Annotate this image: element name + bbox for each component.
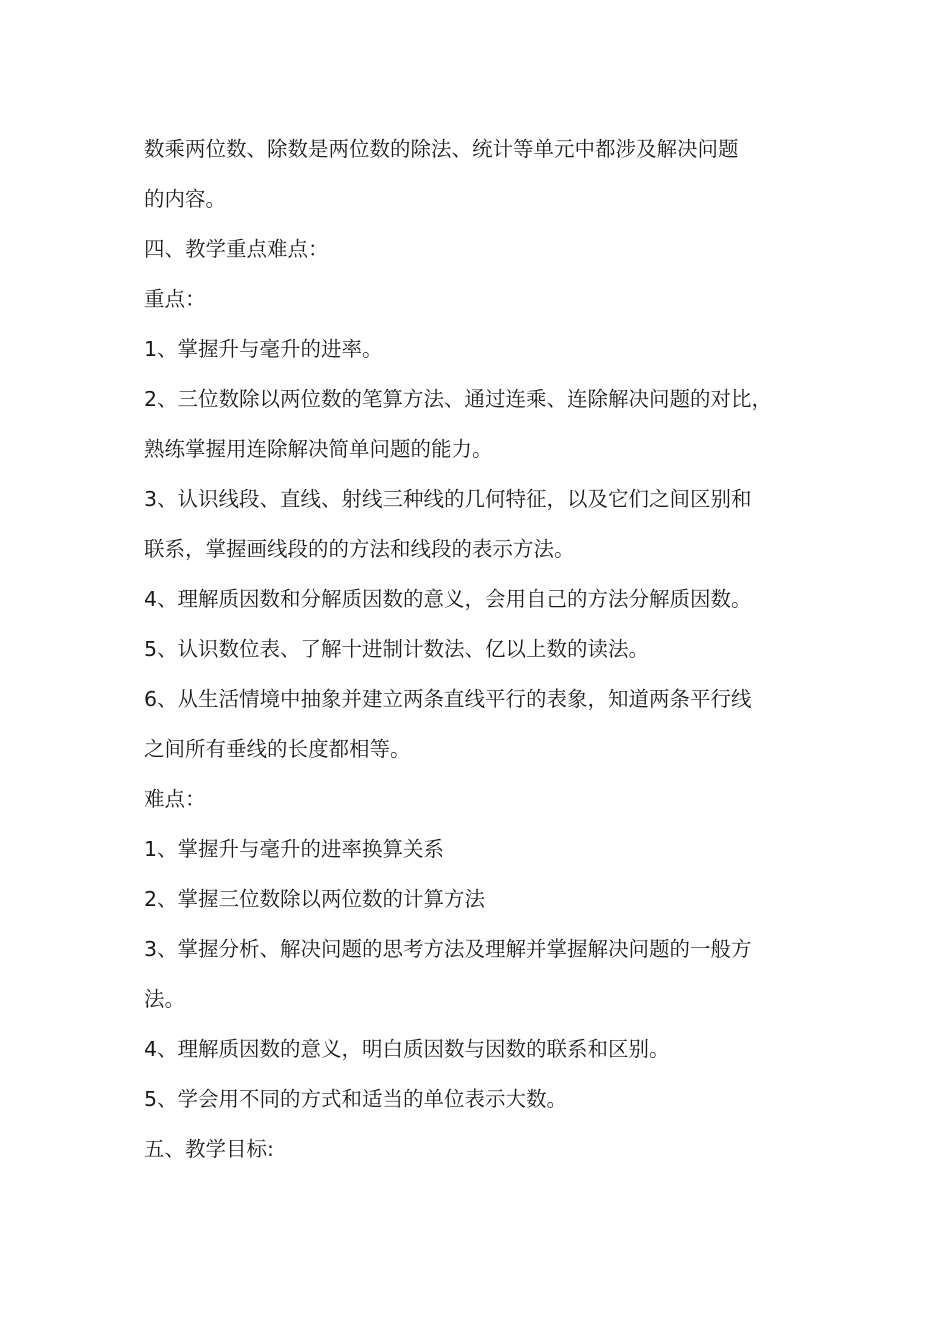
- section-heading: 四、教学重点难点：: [144, 237, 329, 261]
- text-line: 的内容。: [144, 187, 226, 211]
- list-item: 1、掌握升与毫升的进率换算关系: [144, 837, 445, 861]
- list-item: 2、掌握三位数除以两位数的计算方法: [144, 887, 486, 911]
- list-item-continuation: 熟练掌握用连除解决简单问题的能力。: [144, 437, 493, 461]
- list-item: 6、从生活情境中抽象并建立两条直线平行的表象，知道两条平行线: [144, 687, 752, 711]
- list-item: 3、掌握分析、解决问题的思考方法及理解并掌握解决问题的一般方: [144, 937, 752, 961]
- list-item: 3、认识线段、直线、射线三种线的几何特征，以及它们之间区别和: [144, 487, 752, 511]
- list-item: 2、三位数除以两位数的笔算方法、通过连乘、连除解决问题的对比，: [144, 387, 773, 411]
- list-item: 4、理解质因数和分解质因数的意义，会用自己的方法分解质因数。: [144, 587, 752, 611]
- list-item-continuation: 之间所有垂线的长度都相等。: [144, 737, 411, 761]
- list-item: 4、理解质因数的意义，明白质因数与因数的联系和区别。: [144, 1037, 670, 1061]
- subheading-difficult-points: 难点：: [144, 787, 206, 811]
- list-item: 5、学会用不同的方式和适当的单位表示大数。: [144, 1087, 568, 1111]
- list-item-continuation: 法。: [144, 987, 185, 1011]
- list-item: 1、掌握升与毫升的进率。: [144, 337, 383, 361]
- section-heading: 五、教学目标:: [144, 1137, 274, 1161]
- text-line: 数乘两位数、除数是两位数的除法、统计等单元中都涉及解决问题: [144, 137, 739, 161]
- list-item: 5、认识数位表、了解十进制计数法、亿以上数的读法。: [144, 637, 650, 661]
- list-item-continuation: 联系，掌握画线段的的方法和线段的表示方法。: [144, 537, 575, 561]
- document-body: [144, 124, 824, 1174]
- subheading-key-points: 重点：: [144, 287, 206, 311]
